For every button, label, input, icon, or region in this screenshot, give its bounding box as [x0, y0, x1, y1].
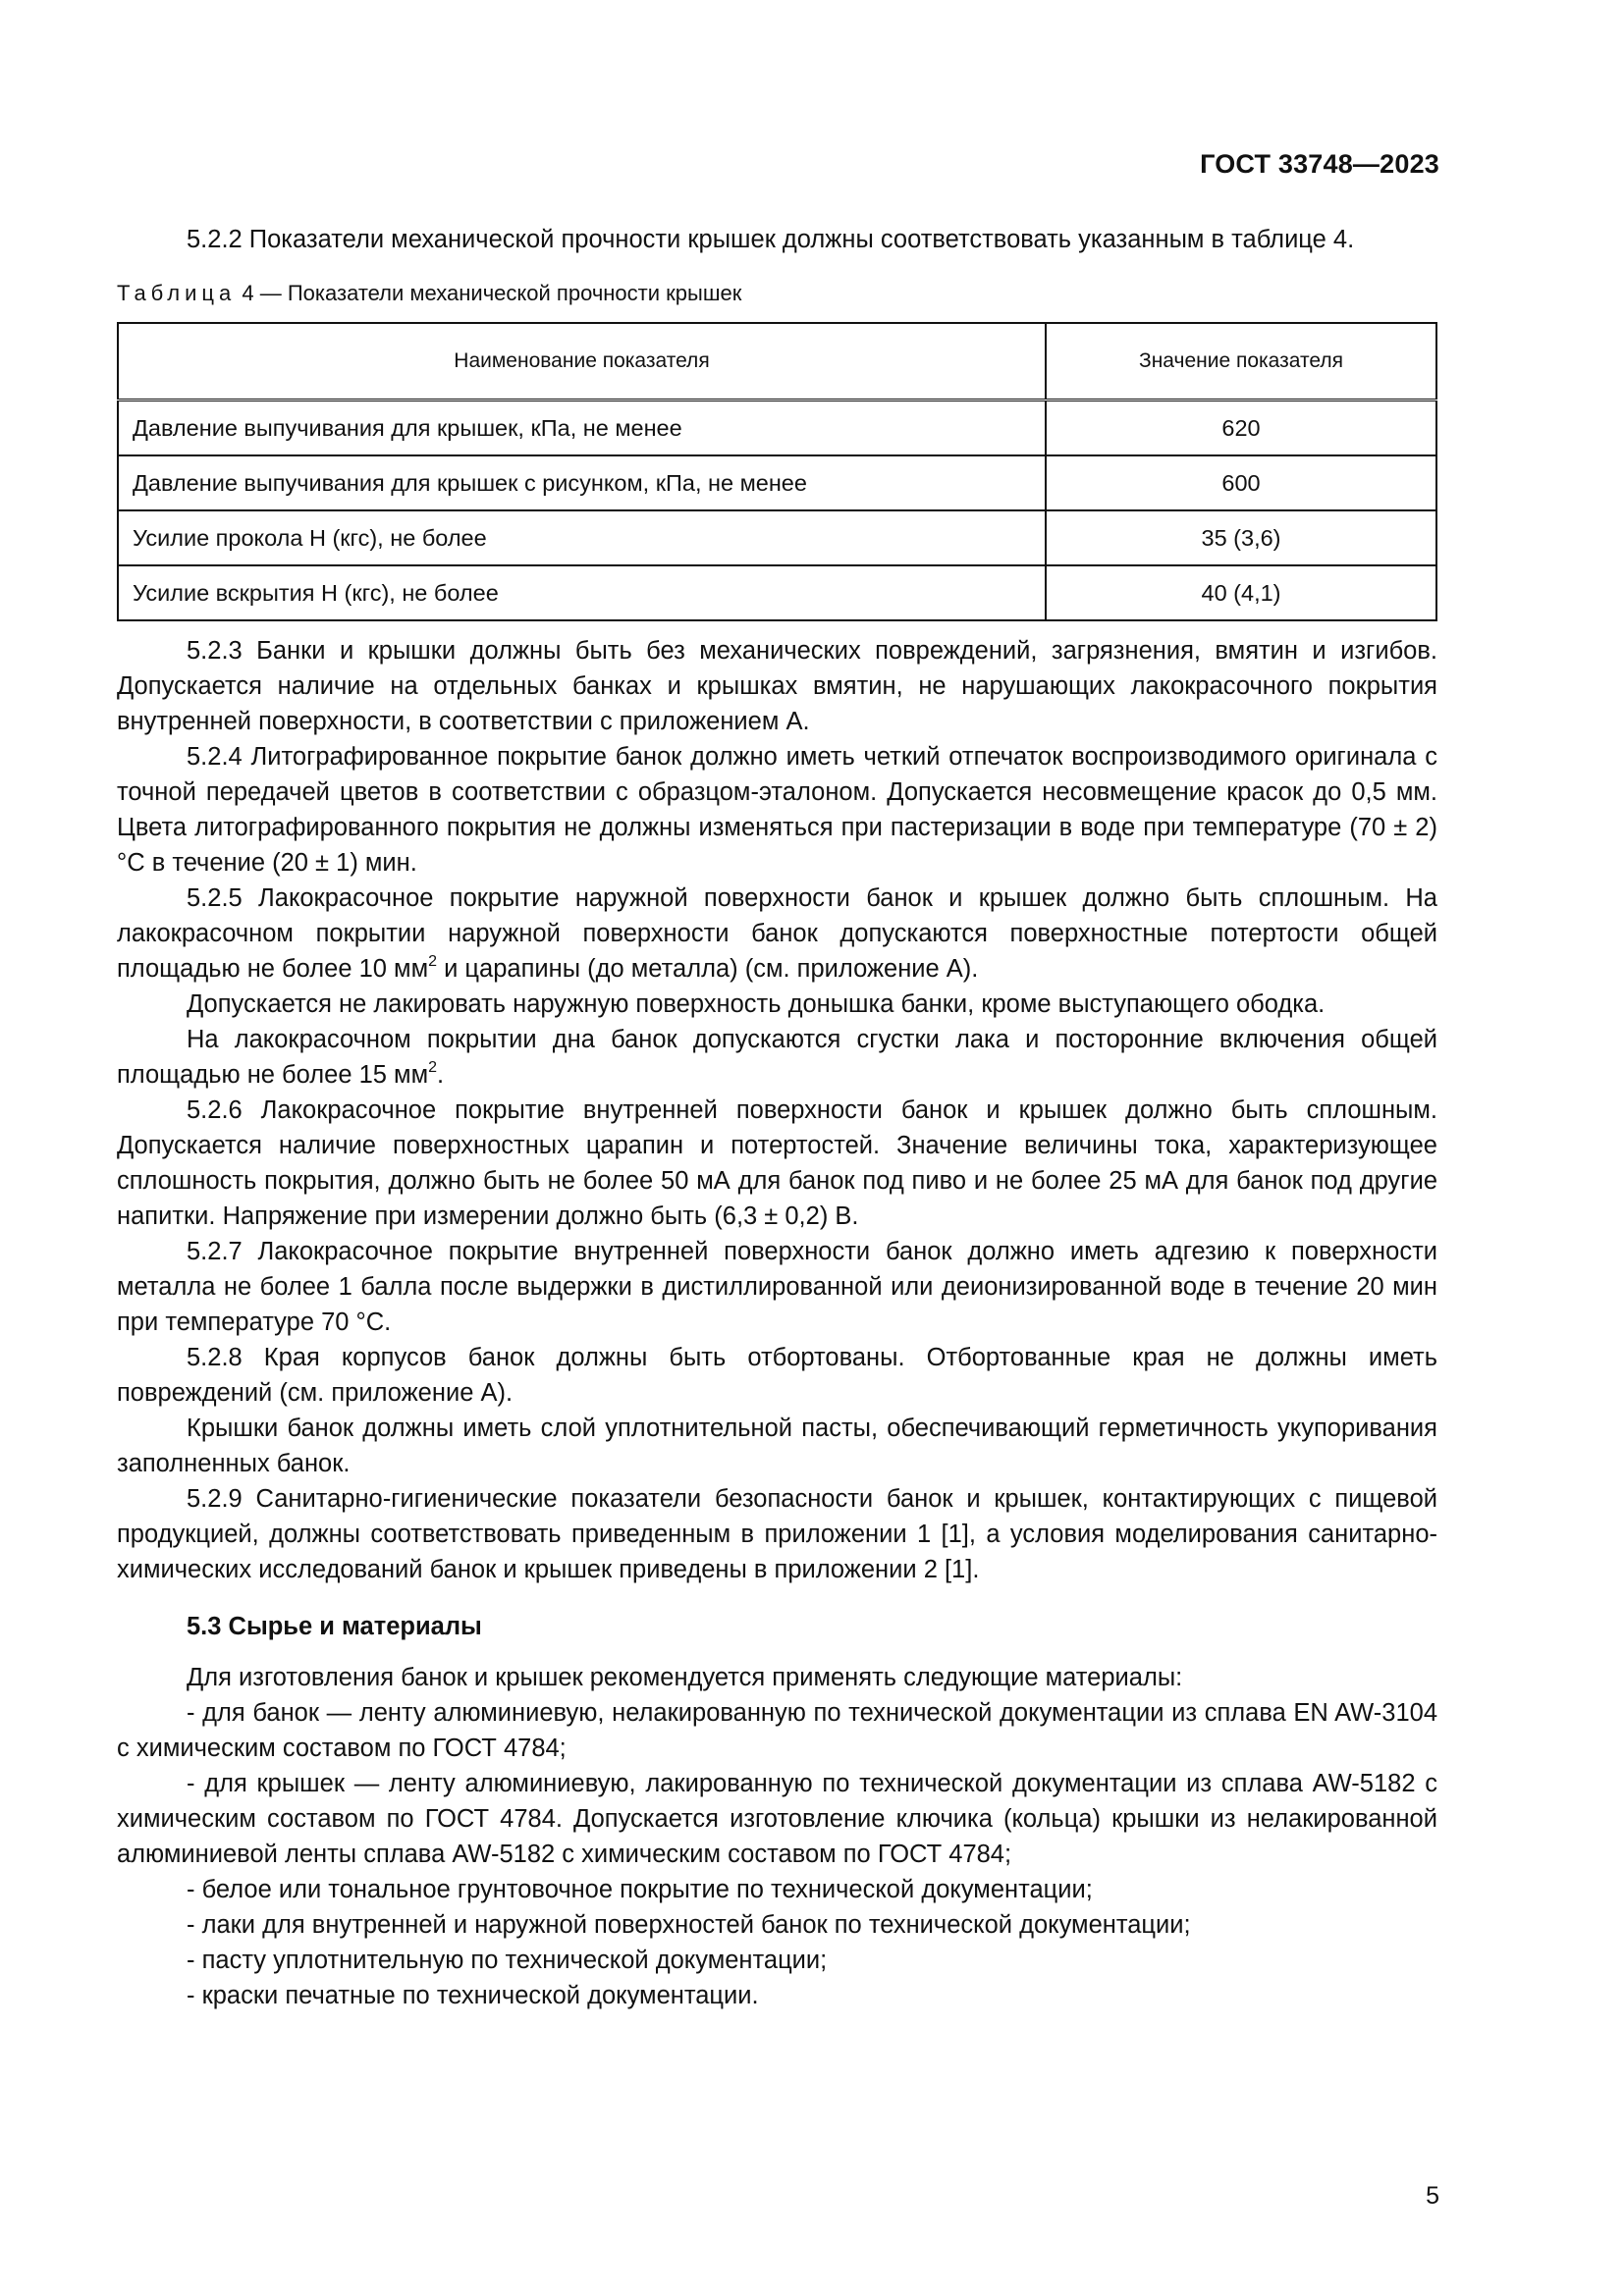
- table-cell-name: Усилие вскрытия Н (кгс), не более: [118, 565, 1046, 620]
- section-5-3-intro: Для изготовления банок и крышек рекомендуется применять следующие материалы:: [187, 1664, 1183, 1691]
- table-cell-name: Давление выпучивания для крышек с рисунком, кПа, не менее: [118, 455, 1046, 510]
- paragraph-5-2-5-clots: [117, 1022, 1437, 1093]
- list-item: - краски печатные по технической документации.: [187, 1982, 759, 2009]
- paragraph-5-2-2: 5.2.2 Показатели механической прочности крышек должны соответствовать указанным в таблице 4.: [187, 226, 1355, 253]
- table-header-value: Значение показателя: [1046, 323, 1436, 400]
- table-header-row: [118, 323, 1436, 400]
- table-row: [118, 455, 1436, 510]
- table-cell-value: 35 (3,6): [1046, 510, 1436, 565]
- document-code: ГОСТ 33748—2023: [1200, 149, 1439, 179]
- paragraph-clots-text-b: .: [437, 1061, 445, 1089]
- paragraph-5-2-5-text-a: 5.2.5 Лакокрасочное покрытие наружной поверхности банок и крышек должно быть сплошным. На лакокрасочном покрытии наружной поверхности банок допускаются поверхностные потертости общей площадью не более 10 мм: [117, 884, 1437, 983]
- paragraph-5-2-5-text-b: и царапины (до металла) (см. приложение А).: [437, 955, 979, 983]
- list-item: - для банок — ленту алюминиевую, нелакированную по технической документации из сплава EN AW-3104 с химическим составом по ГОСТ 4784;: [117, 1699, 1437, 1762]
- section-title-5-3: 5.3 Сырье и материалы: [187, 1613, 482, 1640]
- paragraph-5-2-8-paste: Крышки банок должны иметь слой уплотнительной пасты, обеспечивающий герметичность укупоривания заполненных банок.: [117, 1415, 1437, 1477]
- paragraph-5-2-8: 5.2.8 Края корпусов банок должны быть отбортованы. Отбортованные края не должны иметь повреждений (см. приложение А).: [117, 1344, 1437, 1407]
- page-number: 5: [1426, 2182, 1439, 2210]
- list-item: - пасту уплотнительную по технической документации;: [187, 1947, 828, 1974]
- table-cell-value: 40 (4,1): [1046, 565, 1436, 620]
- table-cell-name: Давление выпучивания для крышек, кПа, не менее: [118, 400, 1046, 456]
- paragraph-5-2-4: 5.2.4 Литографированное покрытие банок должно иметь четкий отпечаток воспроизводимого оригинала с точной передачей цветов в соответствии с образцом-эталоном. Допускается несовмещение красок до 0,5 мм. Цвета литографированного покрытия не должны изменяться при пастеризации в воде при температуре (70 ± 2) °С в течение (20 ± 1) мин.: [117, 743, 1437, 877]
- table-cell-value: 600: [1046, 455, 1436, 510]
- paragraph-5-2-6: 5.2.6 Лакокрасочное покрытие внутренней поверхности банок и крышек должно быть сплошным. Допускается наличие поверхностных царапин и потертостей. Значение величины тока, характеризующее сплошность покрытия, должно быть не более 50 мА для банок под пиво и не более 25 мА для банок под другие напитки. Напряжение при измерении должно быть (6,3 ± 0,2) В.: [117, 1096, 1437, 1230]
- table-header-name: Наименование показателя: [118, 323, 1046, 400]
- paragraph-clots-text-a: На лакокрасочном покрытии дна банок допускаются сгустки лака и посторонние включения общей площадью не более 15 мм: [117, 1026, 1437, 1089]
- paragraph-5-2-5-bottom: Допускается не лакировать наружную поверхность донышка банки, кроме выступающего ободка.: [187, 990, 1326, 1018]
- paragraph-5-2-9: 5.2.9 Санитарно-гигиенические показатели безопасности банок и крышек, контактирующих с пищевой продукцией, должны соответствовать приведенным в приложении 1 [1], а условия моделирования санитарно-химических исследований банок и крышек приведены в приложении 2 [1].: [117, 1485, 1437, 1583]
- strength-table: [117, 322, 1437, 621]
- table-cell-value: 620: [1046, 400, 1436, 456]
- table-row: [118, 400, 1436, 456]
- paragraph-5-2-5: [117, 881, 1437, 987]
- list-item: - для крышек — ленту алюминиевую, лакированную по технической документации из сплава AW-5182 с химическим составом по ГОСТ 4784. Допускается изготовление ключика (кольца) крышки из нелакированной алюминиевой ленты сплава AW-5182 с химическим составом по ГОСТ 4784;: [117, 1770, 1437, 1868]
- page-content: [117, 222, 1437, 2013]
- table-cell-name: Усилие прокола Н (кгс), не более: [118, 510, 1046, 565]
- paragraph-5-2-7: 5.2.7 Лакокрасочное покрытие внутренней поверхности банок должно иметь адгезию к поверхности металла не более 1 балла после выдержки в дистиллированной или деионизированной воде в течение 20 мин при температуре 70 °С.: [117, 1238, 1437, 1336]
- superscript-2: 2: [428, 952, 438, 970]
- paragraph-5-2-3: 5.2.3 Банки и крышки должны быть без механических повреждений, загрязнения, вмятин и изгибов. Допускается наличие на отдельных банках и крышках вмятин, не нарушающих лакокрасочного покрытия внутренней поверхности, в соответствии с приложением А.: [117, 637, 1437, 735]
- table-caption-text: 4 — Показатели механической прочности крышек: [242, 281, 742, 305]
- list-item: - лаки для внутренней и наружной поверхностей банок по технической документации;: [187, 1911, 1191, 1939]
- table-caption-label: Таблица: [117, 281, 237, 305]
- table-row: [118, 565, 1436, 620]
- table-row: [118, 510, 1436, 565]
- superscript-2: 2: [428, 1058, 438, 1076]
- list-item: - белое или тональное грунтовочное покрытие по технической документации;: [187, 1876, 1093, 1903]
- table-caption: [117, 279, 1437, 308]
